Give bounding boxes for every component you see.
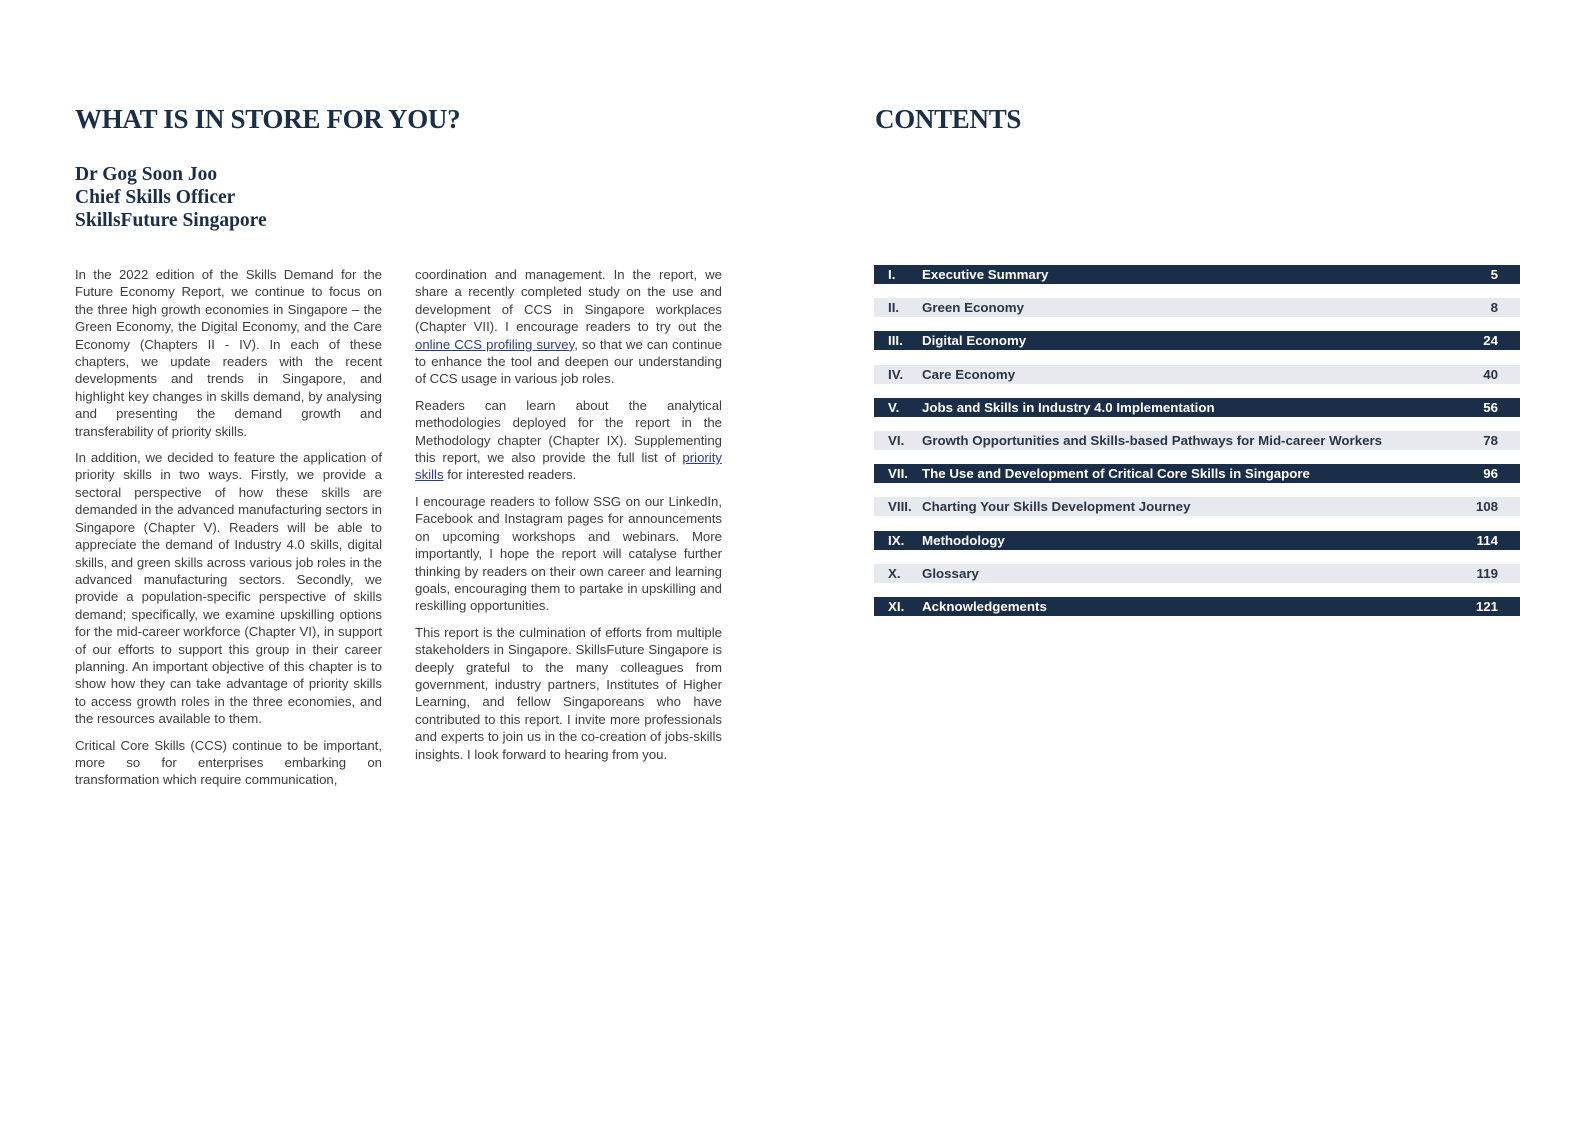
toc-row[interactable] xyxy=(874,464,1520,483)
toc-row[interactable] xyxy=(874,531,1520,550)
body-paragraph: This report is the culmination of efforts from multiple stakeholders in Singapore. SkillsFuture Singapore is deeply grateful to the many colleagues from government, industry partners, Institutes of Higher Learning, and fellow Singaporeans who have contributed to this report. I invite more professionals and experts to join us in the co-creation of jobs-skills insights. I look forward to hearing from you. xyxy=(415,624,722,762)
toc-row[interactable] xyxy=(874,497,1520,516)
body-column-1 xyxy=(75,266,382,798)
toc-chapter-title: Methodology xyxy=(922,532,1005,548)
toc-chapter-number: III. xyxy=(888,333,903,349)
toc-chapter-number: I. xyxy=(888,267,896,282)
toc-chapter-title: Jobs and Skills in Industry 4.0 Implementation xyxy=(922,399,1215,415)
toc-page-number: 108 xyxy=(1475,499,1498,515)
author-organisation: SkillsFuture Singapore xyxy=(75,210,267,231)
toc-page-number: 96 xyxy=(1483,466,1498,482)
toc-chapter-title: Acknowledgements xyxy=(922,599,1047,614)
body-paragraph: In addition, we decided to feature the application of priority skills in two ways. Firstly, we provide a sectoral perspective of how these skills are demanded in the advanced manufacturing sectors in Singapore (Chapter V). Readers will be able to appreciate the demand of Industry 4.0 skills, digital skills, and green skills across various job roles in the advanced manufacturing sectors. Secondly, we provide a population-specific perspective of skills demand; specifically, we examine upskilling options for the mid-career workforce (Chapter VI), in support of our efforts to support this group in their career planning. An important objective of this chapter is to show how they can take advantage of priority skills to access growth roles in the three economies, and the resources available to them. xyxy=(75,450,382,727)
ccs-survey-link[interactable]: online CCS profiling survey xyxy=(415,336,575,352)
toc-chapter-title: Care Economy xyxy=(922,366,1016,382)
paragraph-text: for interested readers. xyxy=(443,467,577,483)
toc-page-number: 24 xyxy=(1483,333,1498,349)
body-paragraph: Critical Core Skills (CCS) continue to be important, more so for enterprises embarking on transformation which require communication, xyxy=(75,737,382,788)
toc-chapter-number: VI. xyxy=(888,433,905,448)
toc-chapter-number: IV. xyxy=(888,366,904,382)
author-name: Dr Gog Soon Joo xyxy=(75,164,218,185)
toc-chapter-title: The Use and Development of Critical Core Skills in Singapore xyxy=(922,466,1310,482)
priority-skills-link[interactable]: priority skills xyxy=(415,450,722,483)
toc-row[interactable] xyxy=(874,564,1520,583)
paragraph-text: , so that we can continue to enhance the tool and deepen our understanding of CCS usage in various job roles. xyxy=(415,336,722,387)
toc-chapter-number: X. xyxy=(888,565,901,581)
toc-row[interactable] xyxy=(874,597,1520,616)
toc-chapter-title: Growth Opportunities and Skills-based Pathways for Mid-career Workers xyxy=(922,433,1383,448)
toc-chapter-title: Charting Your Skills Development Journey xyxy=(922,499,1191,515)
toc-page-number: 78 xyxy=(1483,433,1498,448)
body-paragraph xyxy=(415,266,722,388)
toc-chapter-number: IX. xyxy=(888,532,905,548)
toc-chapter-number: VII. xyxy=(888,466,908,482)
body-column-2 xyxy=(415,266,722,772)
paragraph-text: coordination and management. In the report, we share a recently completed study on the use and development of CCS in Singapore workplaces (Chapter VII). I encourage readers to try out the xyxy=(415,267,722,335)
toc-page-number: 40 xyxy=(1483,366,1498,382)
toc-page-number: 121 xyxy=(1475,599,1498,614)
toc-row[interactable] xyxy=(874,431,1520,450)
toc-row[interactable] xyxy=(874,298,1520,317)
page-title: WHAT IS IN STORE FOR YOU? xyxy=(75,104,461,134)
toc-chapter-number: XI. xyxy=(888,599,905,614)
toc-row[interactable] xyxy=(874,398,1520,417)
toc-page-number: 5 xyxy=(1490,267,1498,282)
toc-chapter-title: Executive Summary xyxy=(922,267,1049,282)
toc-chapter-title: Green Economy xyxy=(922,300,1024,316)
contents-title: CONTENTS xyxy=(875,104,1022,134)
paragraph-text: Readers can learn about the analytical methodologies deployed for the report in the Methodology chapter (Chapter IX). Supplementing this report, we also provide the full list of xyxy=(415,397,722,466)
toc-chapter-title: Glossary xyxy=(922,565,979,581)
body-paragraph xyxy=(415,397,722,484)
toc-page-number: 8 xyxy=(1490,300,1498,316)
body-paragraph: In the 2022 edition of the Skills Demand for the Future Economy Report, we continue to focus on the three high growth economies in Singapore – the Green Economy, the Digital Economy, and the Care Economy (Chapters II - IV). In each of these chapters, we update readers with the recent developments and trends in Singapore, and highlight key changes in skills demand, by analysing and presenting the demand growth and transferability of priority skills. xyxy=(75,267,382,439)
toc-chapter-title: Digital Economy xyxy=(922,333,1027,349)
toc-row[interactable] xyxy=(874,331,1520,350)
toc-row[interactable] xyxy=(874,265,1520,284)
toc-page-number: 56 xyxy=(1483,399,1498,415)
toc-row[interactable] xyxy=(874,365,1520,384)
toc-page-number: 114 xyxy=(1476,532,1498,548)
toc-chapter-number: V. xyxy=(888,399,900,415)
toc-page-number: 119 xyxy=(1476,565,1498,581)
author-title: Chief Skills Officer xyxy=(75,187,236,208)
author-block xyxy=(75,163,267,232)
body-paragraph: I encourage readers to follow SSG on our LinkedIn, Facebook and Instagram pages for announcements on upcoming workshops and webinars. More importantly, I hope the report will catalyse further thinking by readers on their own career and learning goals, encouraging them to partake in upskilling and reskilling opportunities. xyxy=(415,493,722,614)
toc-chapter-number: II. xyxy=(888,300,900,316)
toc-chapter-number: VIII. xyxy=(888,499,912,515)
